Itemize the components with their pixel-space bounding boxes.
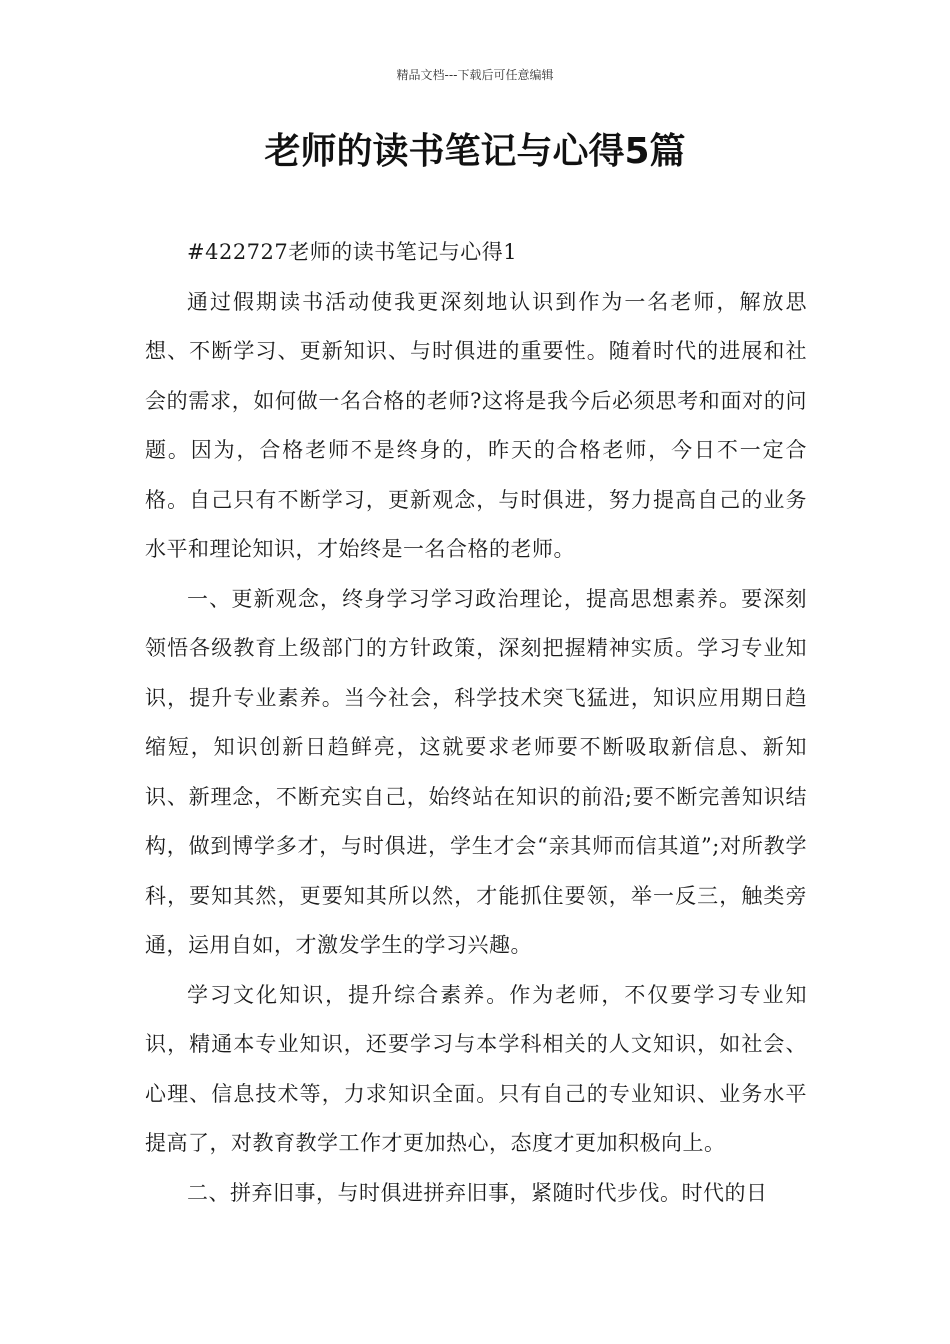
document-title: 老师的读书笔记与心得5篇 <box>264 131 686 172</box>
paragraph: 学习文化知识，提升综合素养。作为老师，不仅要学习专业知识，精通本专业知识，还要学习与本学科相关的人文知识，如社会、心理、信息技术等，力求知识全面。只有自己的专业知识、业务水平提高了，对教育教学工作才更加热心，态度才更加积极向上。 <box>145 982 807 1155</box>
paragraph: 一、更新观念，终身学习学习政治理论，提高思想素养。要深刻领悟各级教育上级部门的方针政策，深刻把握精神实质。学习专业知识，提升专业素养。当今社会，科学技术突飞猛进，知识应用期日趋缩短，知识创新日趋鲜亮，这就要求老师要不断吸取新信息、新知识、新理念，不断充实自己，始终站在知识的前沿;要不断完善知识结构，做到博学多才，与时俱进，学生才会“亲其师而信其道”;对所教学科，要知其然，更要知其所以然，才能抓住要领，举一反三，触类旁通，运用自如，才激发学生的学习兴趣。 <box>145 586 807 957</box>
paragraph-heading: #422727老师的读书笔记与心得1 <box>187 240 518 264</box>
header-note: 精品文档---下载后可任意编辑 <box>396 68 554 82</box>
paragraph: 通过假期读书活动使我更深刻地认识到作为一名老师，解放思想、不断学习、更新知识、与时俱进的重要性。随着时代的进展和社会的需求，如何做一名合格的老师?这将是我今后必须思考和面对的问题。因为，合格老师不是终身的，昨天的合格老师，今日不一定合格。自己只有不断学习，更新观念，与时俱进，努力提高自己的业务水平和理论知识，才始终是一名合格的老师。 <box>145 289 807 561</box>
document-body <box>145 228 807 1218</box>
paragraph: 二、拼弃旧事，与时俱进拼弃旧事，紧随时代步伐。时代的日 <box>187 1180 768 1205</box>
